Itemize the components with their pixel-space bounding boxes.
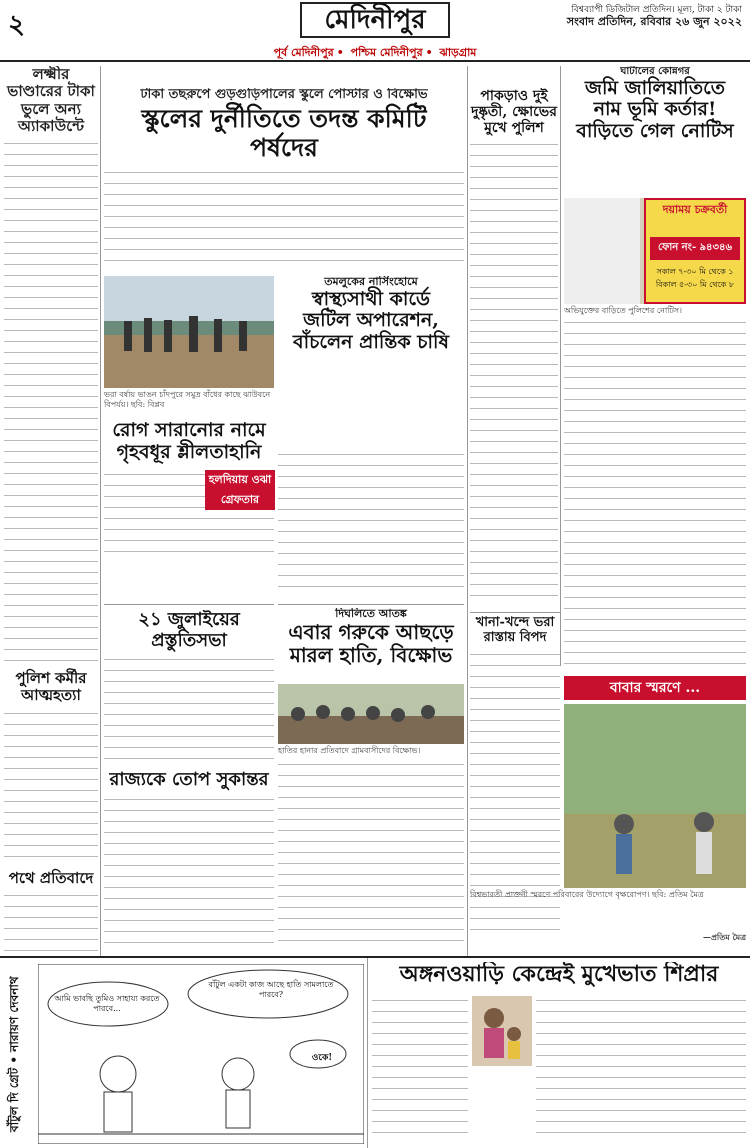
divider — [470, 612, 560, 613]
cartoon-strip — [0, 958, 368, 1148]
divider — [104, 604, 274, 605]
assault-story — [104, 420, 274, 600]
kicker: ঘাটালের কোন্নগর — [620, 66, 690, 77]
strip-author: নারায়ণ দেবনাথ — [7, 976, 21, 1052]
photo-caption: ভরা বর্ষায় ভাঙন চাঁদপুরে সমুদ্র বাঁধের কাছে ঝাউবনে বিপর্যয়। ছবি: বিপ্লব — [104, 390, 271, 409]
story-body — [104, 795, 274, 945]
masthead — [0, 0, 750, 62]
health-story-body — [278, 450, 464, 590]
column-divider — [100, 66, 101, 956]
kicker: টাকা তছরুপে গুড়গুড়িপালের স্কুলে পোস্টার ও বিক্ষোভ — [140, 88, 428, 102]
photo-notice-door — [564, 198, 746, 304]
headline-line-2: মারল হাতি, বিক্ষোভ — [289, 642, 453, 667]
story-body — [372, 996, 468, 1142]
section-nav: পূর্ব মেদিনীপুর • পশ্চিম মেদিনীপুর • ঝাড়গ্রাম — [273, 46, 477, 59]
july21-story — [104, 610, 274, 760]
sign-phone: ফোন নং- ৯৪৩৪৬ — [650, 237, 740, 260]
headline-line-1: স্বাস্থ্যসাথী কার্ডে — [312, 287, 430, 310]
photo-tribute-image — [564, 704, 746, 888]
photo-beach-crowd-image — [104, 276, 274, 388]
headline-line-3: বাড়িতে গেল নোটিস — [576, 120, 734, 143]
tribute-banner: বাবার স্মরণে ... — [564, 676, 746, 700]
kicker: তমলুকের নার্সিংহোমে — [324, 276, 418, 288]
name-sign — [644, 198, 746, 304]
nav-purba[interactable]: পূর্ব মেদিনীপুর — [273, 46, 334, 59]
story-body — [104, 655, 274, 760]
photo-elephant-protest — [278, 684, 464, 744]
nav-paschim[interactable]: পশ্চিম মেদিনীপুর — [350, 46, 423, 59]
headline-line-2: গৃহবধূর শ্লীলতাহানি — [116, 440, 262, 463]
badge-line-2: গ্রেফতার — [220, 493, 260, 506]
school-corruption-story — [104, 88, 464, 268]
kicker: দিঘলিতে আতঙ্ক — [335, 608, 407, 620]
page-title: মেদিনীপুর — [300, 2, 450, 38]
headline: ২১ জুলাইয়ের প্রস্তুতিসভা — [138, 610, 240, 651]
anganwadi-story — [372, 962, 746, 1146]
photo-tribute — [564, 704, 746, 888]
elephant-story-body — [278, 760, 464, 950]
headline-line-2: দুষ্কৃতী, ক্ষোভের — [471, 104, 557, 121]
divider — [278, 604, 464, 605]
sukanta-story — [104, 770, 274, 950]
headline-line-3: বাঁচলেন প্রান্তিক চাষি — [293, 331, 449, 354]
page-number: ২ — [8, 10, 25, 40]
headline-line-2: নাম ভূমি কর্তার! — [593, 98, 717, 121]
story-body — [4, 139, 98, 664]
headline-line-1: জমি জালিয়াতিতে — [585, 76, 725, 99]
column-divider — [560, 66, 561, 666]
photo-child — [472, 996, 532, 1066]
land-story — [564, 66, 746, 196]
notice-paper — [564, 198, 640, 304]
headline-protest: পথে প্রতিবাদে — [8, 868, 94, 887]
speech-bubble-2: বাঁটুল একটা কাজ আছে হাতি সামলাতে পারবে? — [208, 980, 334, 999]
speech-bubble-1: আমি ভাবছি তুমিও সাহায্য করতে পারবে... — [54, 994, 160, 1013]
strip-author-label: বাঁটুল দি গ্রেট • নারায়ণ দেবনাথ — [7, 976, 21, 1132]
badge-arrest — [205, 470, 275, 510]
pakrao-story — [470, 88, 558, 608]
story-body — [104, 168, 464, 268]
masthead-rule — [0, 60, 750, 62]
photo-caption: বিশ্বভারতী প্রাক্তনী স্মরণে পরিবারের উদ্যোগে বৃক্ষরোপণ। ছবি: প্রতিম মৈত্র — [470, 890, 704, 899]
headline-line-3: মুখে পুলিশ — [484, 120, 544, 137]
photo-caption: হাতির হানার প্রতিবাদে গ্রামবাসীদের বিক্ষোভ। — [278, 746, 421, 755]
nav-jhargram[interactable]: ঝাড়গ্রাম — [439, 46, 477, 59]
photo-caption: অভিযুক্তের বাড়িতে পুলিশের নোটিস। — [564, 306, 682, 315]
story-body — [470, 140, 558, 600]
photo-elephant-protest-image — [278, 684, 464, 744]
sign-time-1: সকাল ৭-৩০ মি থেকে ১ — [656, 266, 734, 276]
left-column — [4, 66, 98, 956]
column-divider — [467, 66, 468, 956]
date-block — [567, 4, 742, 28]
sign-name: দয়াময় চক্রবর্তী — [662, 203, 728, 216]
story-body — [4, 891, 98, 956]
badge-line-1: হলদিয়ায় ওঝা — [208, 473, 272, 486]
strip-title: বাঁটুল দি গ্রেট — [7, 1067, 21, 1132]
health-story — [278, 276, 464, 446]
headline-line-1: পাকড়াও দুই — [480, 88, 548, 104]
photo-beach-crowd — [104, 276, 274, 388]
headline: অঙ্গনওয়াড়ি কেন্দ্রেই মুখেভাত শিপ্রার — [399, 962, 719, 987]
headline-line-2: রাস্তায় বিপদ — [483, 629, 547, 645]
headline-line-1: এবার গরুকে আছড়ে — [288, 619, 454, 644]
land-story-body — [564, 318, 746, 670]
headline-line-2: জটিল অপারেশন, — [303, 309, 439, 332]
headline: স্কুলের দুর্নীতিতে তদন্ত কমিটি পর্ষদের — [141, 103, 427, 162]
headline-line-1: রোগ সারানোর নামে — [112, 420, 266, 441]
headline-line-1: খানা-খন্দে ভরা — [475, 616, 555, 630]
photo-credit: —প্রতিম মৈত্র — [702, 932, 746, 942]
story-body — [4, 709, 98, 864]
story-body — [536, 996, 746, 1142]
elephant-story — [278, 608, 464, 680]
headline: রাজ্যকে তোপ সুকান্তর — [109, 770, 269, 790]
headline-police-suicide: পুলিশ কর্মীর আত্মহত্যা — [15, 669, 87, 705]
photo-child-image — [472, 996, 532, 1066]
speech-bubble-3: ওকে! — [311, 1053, 333, 1063]
headline-lakshmi: লক্ষ্মীর ভাণ্ডারের টাকা ভুলে অন্য অ্যাকাউন্টে — [7, 66, 95, 135]
date-line-1: বিশ্বব্যাপী ডিজিটাল প্রতিদিন। মূল্য, টাকা ২ টাকা — [571, 5, 742, 15]
date-line-2: সংবাদ প্রতিদিন, রবিবার ২৬ জুন ২০২২ — [566, 15, 742, 28]
sign-time-2: বিকাল ৫-৩০ মি থেকে ৮ — [655, 279, 735, 289]
